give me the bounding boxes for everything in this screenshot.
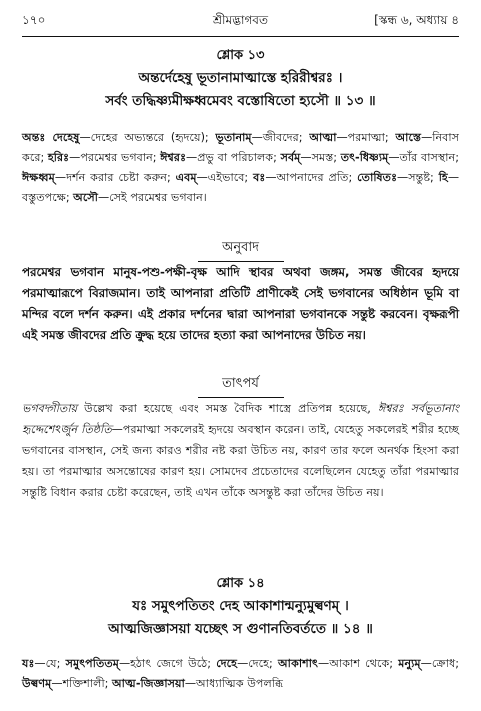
- verse-13-word-meanings: [22, 128, 459, 208]
- page-number: ১৭০: [22, 13, 46, 27]
- header-divider: [22, 36, 459, 37]
- gloss-meaning: —আপনাদের প্রতি;: [265, 171, 358, 184]
- page-header: [22, 10, 459, 32]
- gloss-meaning: —আকাশ থেকে;: [318, 657, 399, 670]
- gloss-term: হরিঃ: [47, 151, 70, 164]
- gloss-term: অন্তঃ দেহেষু: [22, 131, 80, 144]
- verse-14-word-meanings: [22, 654, 459, 694]
- gloss-term: আত্মা: [309, 131, 337, 144]
- gloss-term: আত্ম-জিজ্ঞাসয়া: [111, 677, 185, 690]
- gloss-term: বঃ: [253, 171, 266, 184]
- gloss-meaning: —যে;: [34, 657, 66, 670]
- gloss-meaning: —এইভাবে;: [196, 171, 254, 184]
- gloss-term: উল্বণম্: [22, 677, 52, 690]
- gloss-meaning: —পরমাত্মা;: [336, 131, 396, 144]
- gloss-meaning: —সন্তুষ্ট;: [397, 171, 439, 184]
- gloss-meaning: —দেহের অভ্যন্তরে (হৃদয়ে);: [79, 131, 216, 144]
- gloss-term: দেহে: [216, 657, 238, 670]
- gloss-term: তোষিতঃ: [357, 171, 398, 184]
- gloss-term: অসৌ: [73, 191, 98, 204]
- purport-heading-block: [22, 374, 459, 398]
- translation-text: পরমেশ্বর ভগবান মানুষ-পশু-পক্ষী-বৃক্ষ আদি স্থাবর অথবা জঙ্গম, সমস্ত জীবের হৃদয়ে পরমাত্মারূপে বিরাজমান। তাই আপনারা প্রতিটি প্রাণীকেই সেই ভগবানের অধিষ্ঠান ভূমি বা মন্দির বলে দর্শন করুন। এই প্রকার দর্শনের দ্বারা আপনারা ভগবানকে সন্তুষ্ট করবেন। বৃক্ষরূপী এই সমস্ত জীবদের প্রতি ক্রুদ্ধ হয়ে তাদের হত্যা করা আপনাদের উচিত নয়।: [22, 265, 459, 342]
- section-reference: [স্কন্ধ ৬, অধ্যায় ৪: [374, 13, 459, 27]
- purport-segment-2: উল্লেখ করা হয়েছে এবং সমস্ত বৈদিক শাস্ত্রে প্রতিপন্ন হয়েছে,: [77, 402, 378, 415]
- gloss-meaning: —বস্তুতপক্ষে;: [22, 171, 459, 204]
- gloss-term: মন্যুম্: [398, 657, 421, 670]
- purport-gita-reference: ভগবদ্গীতায়: [22, 402, 78, 415]
- verse-13-title: শ্লোক ১৩: [216, 48, 265, 63]
- gloss-meaning: —নিবাস করে;: [22, 131, 460, 164]
- purport-text: [22, 398, 459, 503]
- gloss-term: যঃ: [22, 657, 35, 670]
- gloss-term: ঈশ্বরঃ: [160, 151, 187, 164]
- purport-segment-4: —পরমাত্মা সকলেরই হৃদয়ে অবস্থান করেন। তাই, যেহেতু সকলেরই শরীর হচ্ছে ভগবানের বাসস্থান, সেই জন্য কারও শরীর নষ্ট করা উচিত নয়, কারণ তার ফলে অনর্থক হিংসা করা হয়। তা পরমাত্মার অসন্তোষের কারণ হয়। সোমদেব প্রচেতাদের বলেছিলেন যেহেতু তাঁরা পরমাত্মার সন্তুষ্টি বিধান করার চেষ্টা করেছেন, তাই এখন তাঁকে অসন্তুষ্ট করা তাঁদের উচিত নয়।: [22, 423, 460, 499]
- translation-heading: অনুবাদ: [222, 240, 259, 255]
- gloss-term: ভূতানাম্: [215, 131, 252, 144]
- verse-14: [22, 574, 459, 641]
- gloss-term: আকাশাৎ: [278, 657, 319, 670]
- gloss-meaning: —সমস্ত;: [300, 151, 341, 164]
- verse-14-line-1: যঃ সমুৎপতিতং দেহ আকাশান্মন্যুমুল্বণম্ ।: [132, 598, 349, 614]
- verse-13: [22, 46, 459, 113]
- gloss-term: সমুৎপতিতম্: [65, 657, 119, 670]
- purport-gita-quote: ঈশ্বরঃ সর্বভূতানাং হৃদ্দেশেঽর্জুন তিষ্ঠতি: [22, 402, 459, 436]
- gloss-meaning: —প্রভু বা পরিচালক;: [186, 151, 281, 164]
- gloss-meaning: —ক্রোধ;: [420, 657, 460, 670]
- gloss-meaning: —জীবদের;: [251, 131, 310, 144]
- verse-13-line-1: অন্তর্দেহেষু ভূতানামাত্মাস্তে হরিরীশ্বরঃ ।: [138, 70, 343, 86]
- gloss-term: এবম্: [175, 171, 197, 184]
- gloss-meaning: —শক্তিশালী;: [51, 677, 112, 690]
- gloss-meaning: —হঠাৎ জেগে উঠে;: [118, 657, 217, 670]
- gloss-meaning: —দেহে;: [237, 657, 279, 670]
- gloss-term: ঈক্ষধ্বম্: [22, 171, 55, 184]
- gloss-term: তৎ-ধিষ্ণ্যম্: [340, 151, 389, 164]
- gloss-term: হি: [438, 171, 448, 184]
- gloss-term: আস্তে: [395, 131, 422, 144]
- book-title: শ্রীমদ্ভাগবত: [212, 13, 268, 27]
- gloss-term: সর্বম্: [280, 151, 301, 164]
- gloss-meaning: —সেই পরমেশ্বর ভগবান।: [97, 191, 207, 204]
- gloss-meaning: —আধ্যাত্মিক উপলব্ধি: [184, 677, 284, 690]
- purport-heading: তাৎপর্য: [222, 376, 259, 391]
- verse-14-line-2: আত্মজিজ্ঞাসয়া যচ্ছেৎ স গুণানতিবর্ততে ॥ ১৪ ॥: [108, 621, 373, 637]
- gloss-meaning: —পরমেশ্বর ভগবান;: [69, 151, 161, 164]
- translation-heading-block: [22, 238, 459, 262]
- gloss-meaning: —তাঁর বাসস্থান;: [388, 151, 459, 164]
- verse-13-line-2: সর্বং তদ্ধিষ্ণ্যমীক্ষধ্বমেবং বস্তোষিতো হ্যসৌ ॥ ১৩ ॥: [105, 93, 376, 109]
- verse-14-title: শ্লোক ১৪: [216, 576, 265, 591]
- gloss-meaning: —দর্শন করার চেষ্টা করুন;: [54, 171, 176, 184]
